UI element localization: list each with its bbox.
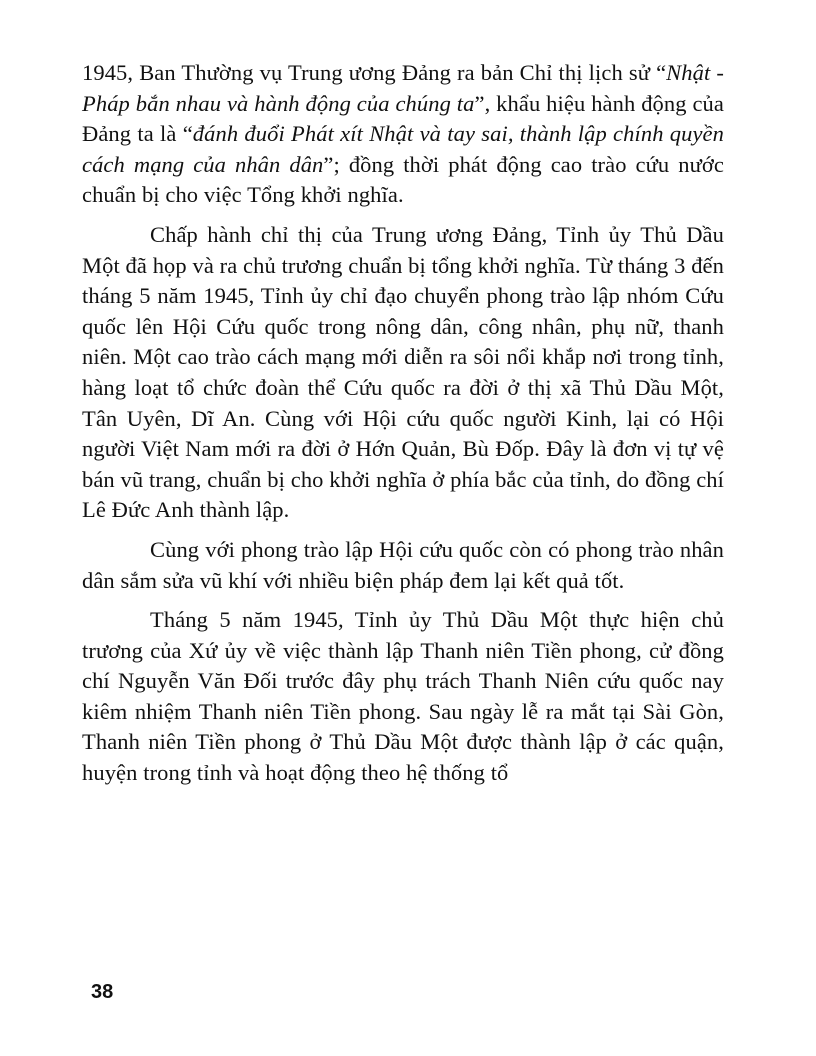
paragraph-1-run-1: 1945, Ban Thường vụ Trung ương Đảng ra bản Chỉ thị lịch sử “ xyxy=(82,60,667,85)
paragraph-1-run-5: ”; đồng thời phát động cao trào cứu nước chuẩn bị cho việc Tổng khởi nghĩa. xyxy=(82,151,724,208)
paragraph-2 xyxy=(82,220,724,526)
paragraph-4 xyxy=(82,605,724,789)
paragraph-1-run-3: ”, khẩu hiệu hành động của Đảng ta là “ xyxy=(82,90,724,147)
paragraph-3-text: Cùng với phong trào lập Hội cứu quốc còn có phong trào nhân dân sắm sửa vũ khí với nhiều biện pháp đem lại kết quả tốt. xyxy=(82,536,724,593)
paragraph-3 xyxy=(82,535,724,596)
paragraph-4-text: Tháng 5 năm 1945, Tỉnh ủy Thủ Dầu Một thực hiện chủ trương của Xứ ủy về việc thành lập Thanh niên Tiền phong, cử đồng chí Nguyễn Văn Đối trước đây phụ trách Thanh Niên cứu quốc nay kiêm nhiệm Thanh niên Tiền phong. Sau ngày lễ ra mắt tại Sài Gòn, Thanh niên Tiền phong ở Thủ Dầu Một được thành lập ở các quận, huyện trong tỉnh và hoạt động theo hệ thống tổ xyxy=(82,607,724,786)
page-number: 38 xyxy=(91,981,114,1003)
page-body xyxy=(82,58,724,789)
paragraph-1 xyxy=(82,58,724,211)
paragraph-1-directive-title: Nhật - Pháp bắn nhau và hành động của chúng ta xyxy=(82,60,724,116)
paragraph-2-text: Chấp hành chỉ thị của Trung ương Đảng, Tỉnh ủy Thủ Dầu Một đã họp và ra chủ trương chuẩn bị tổng khởi nghĩa. Từ tháng 3 đến tháng 5 năm 1945, Tỉnh ủy chỉ đạo chuyển phong trào lập nhóm Cứu quốc lên Hội Cứu quốc trong nông dân, công nhân, phụ nữ, thanh niên. Một cao trào cách mạng mới diễn ra sôi nổi khắp nơi trong tỉnh, hàng loạt tổ chức đoàn thể Cứu quốc ra đời ở thị xã Thủ Dầu Một, Tân Uyên, Dĩ An. Cùng với Hội cứu quốc người Kinh, lại có Hội người Việt Nam mới ra đời ở Hớn Quản, Bù Đốp. Đây là đơn vị tự vệ bán vũ trang, chuẩn bị cho khởi nghĩa ở phía bắc của tỉnh, do đồng chí Lê Đức Anh thành lập. xyxy=(82,221,724,523)
paragraph-1-slogan: đánh đuổi Phát xít Nhật và tay sai, thành lập chính quyền cách mạng của nhân dân xyxy=(82,121,724,177)
